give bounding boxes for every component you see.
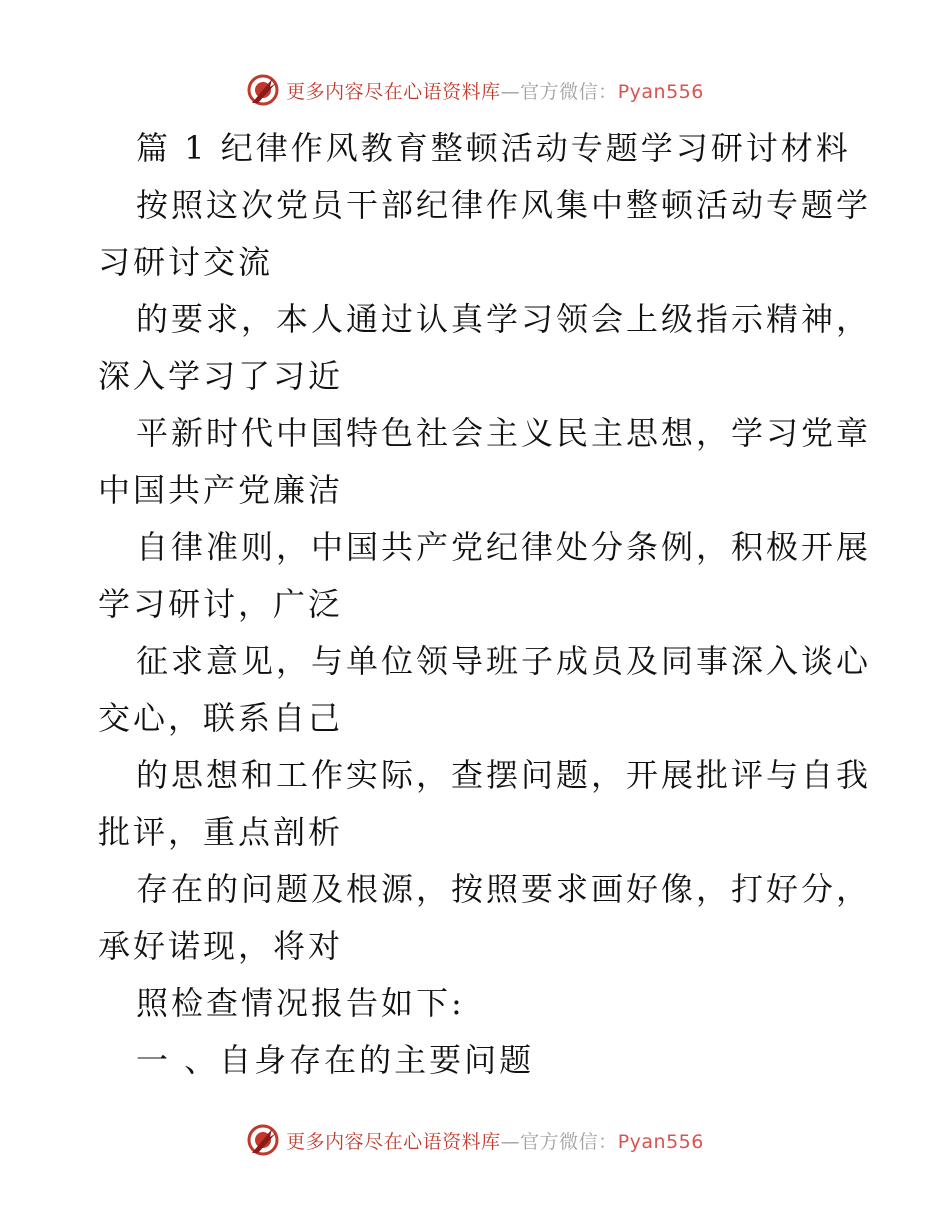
section-heading: 一 、自身存在的主要问题 xyxy=(136,1041,535,1079)
paragraph-line: 中国共产党廉洁 xyxy=(98,471,344,509)
header-banner xyxy=(0,70,950,110)
paragraph-line: 的思想和工作实际，查摆问题，开展批评与自我 xyxy=(136,756,872,794)
feather-logo-icon xyxy=(246,73,280,107)
document-title: 篇 1 纪律作风教育整顿活动专题学习研讨材料 xyxy=(136,129,851,167)
paragraph-line: 存在的问题及根源，按照要求画好像，打好分， xyxy=(136,870,872,908)
header-banner-wechat-id: Pyan556 xyxy=(617,80,704,103)
paragraph-line: 批评，重点剖析 xyxy=(98,813,344,851)
paragraph-line: 照检查情况报告如下: xyxy=(136,984,465,1022)
header-banner-text xyxy=(286,77,704,104)
paragraph-line: 平新时代中国特色社会主义民主思想，学习党章 xyxy=(136,414,872,452)
footer-banner-title: 更多内容尽在心语资料库 xyxy=(286,1130,501,1153)
paragraph-line: 深入学习了习近 xyxy=(98,357,344,395)
paragraph-line: 学习研讨，广泛 xyxy=(98,585,344,623)
paragraph-line: 交心，联系自己 xyxy=(98,699,344,737)
header-banner-dash: — xyxy=(500,80,521,103)
footer-banner-wechat-label: 官方微信： xyxy=(520,1130,618,1153)
paragraph-line: 征求意见，与单位领导班子成员及同事深入谈心 xyxy=(136,642,872,680)
header-banner-wechat-label: 官方微信： xyxy=(520,80,618,103)
paragraph-line: 按照这次党员干部纪律作风集中整顿活动专题学 xyxy=(136,186,872,224)
paragraph-line: 承好诺现，将对 xyxy=(98,927,344,965)
document-body xyxy=(98,120,872,1089)
paragraph-line: 的要求，本人通过认真学习领会上级指示精神， xyxy=(136,300,872,338)
footer-banner xyxy=(0,1120,950,1160)
footer-banner-dash: — xyxy=(500,1130,521,1153)
header-banner-title: 更多内容尽在心语资料库 xyxy=(286,80,501,103)
footer-banner-wechat-id: Pyan556 xyxy=(617,1130,704,1153)
paragraph-line: 自律准则，中国共产党纪律处分条例，积极开展 xyxy=(136,528,872,566)
paragraph-line: 习研讨交流 xyxy=(98,243,274,281)
feather-logo-icon xyxy=(246,1123,280,1157)
footer-banner-text xyxy=(286,1127,704,1154)
